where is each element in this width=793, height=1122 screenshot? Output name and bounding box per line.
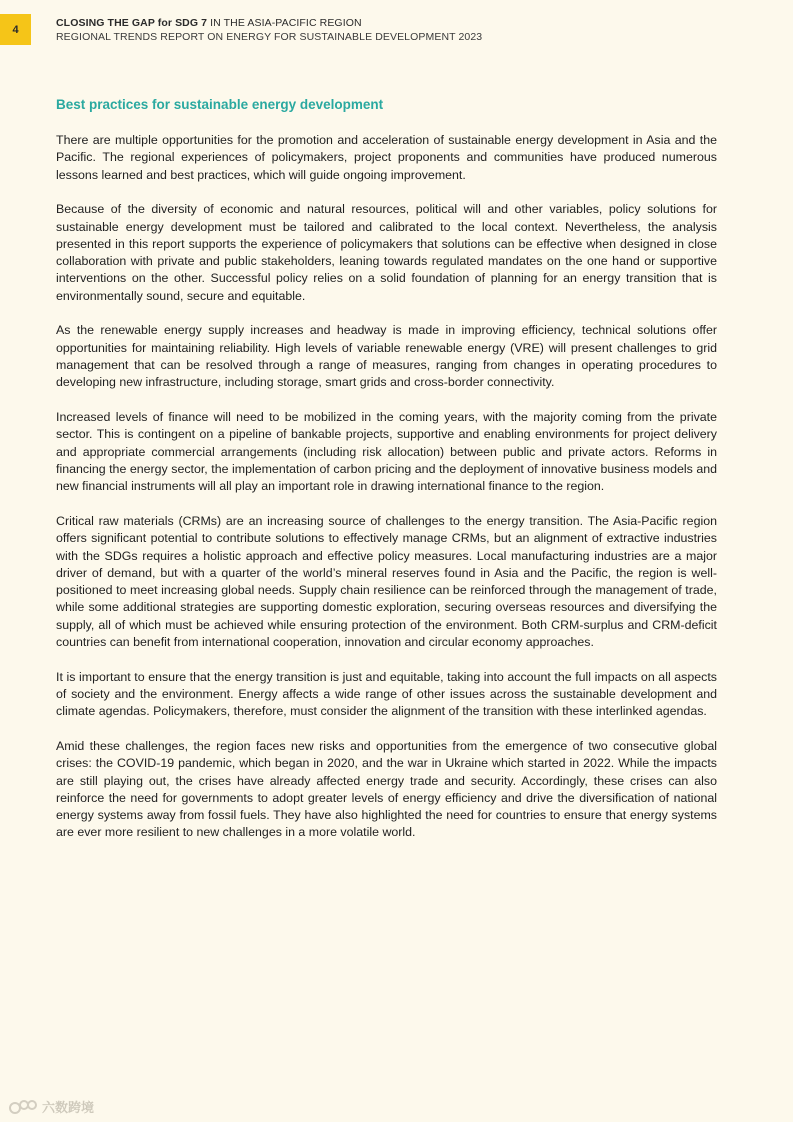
watermark-text: 六数跨境 <box>42 1100 95 1115</box>
paragraph-5: Critical raw materials (CRMs) are an increasing source of challenges to the energy transition. The Asia-Pacific region offers significant potential to contribute solutions to effectively manage CRMs, but an alignment of extractive industries with the SDGs requires a holistic approach and effective policy measures. Local manufacturing industries are a major driver of demand, but with a quarter of the world’s mineral reserves found in Asia and the Pacific, the region is well-positioned to meet increasing global needs. Supply chain resilience can be reinforced through the management of trade, while some additional strategies are supporting domestic exploration, securing overseas resources and diversifying the supply, all of which must be achieved while ensuring protection of the environment. Both CRM-surplus and CRM-deficit countries can benefit from international cooperation, innovation and circular economy approaches. <box>56 513 717 649</box>
section-heading: Best practices for sustainable energy development <box>56 97 384 112</box>
main-content <box>56 96 717 859</box>
paragraph-3: As the renewable energy supply increases and headway is made in improving efficiency, technical solutions offer opportunities for maintaining reliability. High levels of variable renewable energy (VRE) will present challenges to grid management that can be resolved through a range of measures, ranging from changes in operating procedures to developing new infrastructure, including storage, smart grids and cross-border connectivity. <box>56 323 717 390</box>
paragraph-7: Amid these challenges, the region faces new risks and opportunities from the emergence of two consecutive global crises: the COVID-19 pandemic, which began in 2020, and the war in Ukraine which started in 2022. While the impacts are still playing out, the crises have already affected energy trade and security. Accordingly, these crises can also reinforce the need for governments to adopt greater levels of energy efficiency and drive the diversification of national energy systems away from fossil fuels. They have also highlighted the need for countries to ensure that energy systems are ever more resilient to new challenges in a more volatile world. <box>56 738 717 840</box>
report-subtitle: REGIONAL TRENDS REPORT ON ENERGY FOR SUSTAINABLE DEVELOPMENT 2023 <box>56 31 483 43</box>
paragraph-4: Increased levels of finance will need to be mobilized in the coming years, with the majority coming from the private sector. This is contingent on a pipeline of bankable projects, supportive and enabling environments for project delivery and appropriate commercial arrangements (including risk allocation) between public and private actors. Reforms in financing the energy sector, the implementation of carbon pricing and the deployment of innovative business models and new financial instruments will all play an important role in drawing international finance to the region. <box>56 410 717 494</box>
report-title <box>56 16 482 30</box>
page-number-tab <box>0 14 31 45</box>
paragraph-1: There are multiple opportunities for the promotion and acceleration of sustainable energy development in Asia and the Pacific. The regional experiences of policymakers, project proponents and communities have produced numerous lessons learned and best practices, which will guide ongoing improvement. <box>56 133 717 182</box>
report-title-rest: IN THE ASIA-PACIFIC REGION <box>207 17 362 29</box>
report-title-bold: CLOSING THE GAP for SDG 7 <box>56 17 208 29</box>
watermark <box>8 1097 94 1116</box>
running-header <box>56 16 482 44</box>
logo-mark-icon <box>8 1098 38 1116</box>
page-number: 4 <box>12 23 19 36</box>
paragraph-2: Because of the diversity of economic and natural resources, political will and other variables, policy solutions for sustainable energy development must be tailored and calibrated to the local context. Nevertheless, the analysis presented in this report supports the experience of policymakers that solutions can be effective when designed in close collaboration with private and public stakeholders, leaning towards regulated mandates on the one hand or supportive interventions on the other. Successful policy relies on a solid foundation of planning for an energy transition that is environmentally sound, secure and equitable. <box>56 202 717 303</box>
paragraph-6: It is important to ensure that the energy transition is just and equitable, taking into account the full impacts on all aspects of society and the environment. Energy affects a wide range of other issues across the sustainable development and climate agendas. Policymakers, therefore, must consider the alignment of the transition with these interlinked agendas. <box>56 669 717 719</box>
